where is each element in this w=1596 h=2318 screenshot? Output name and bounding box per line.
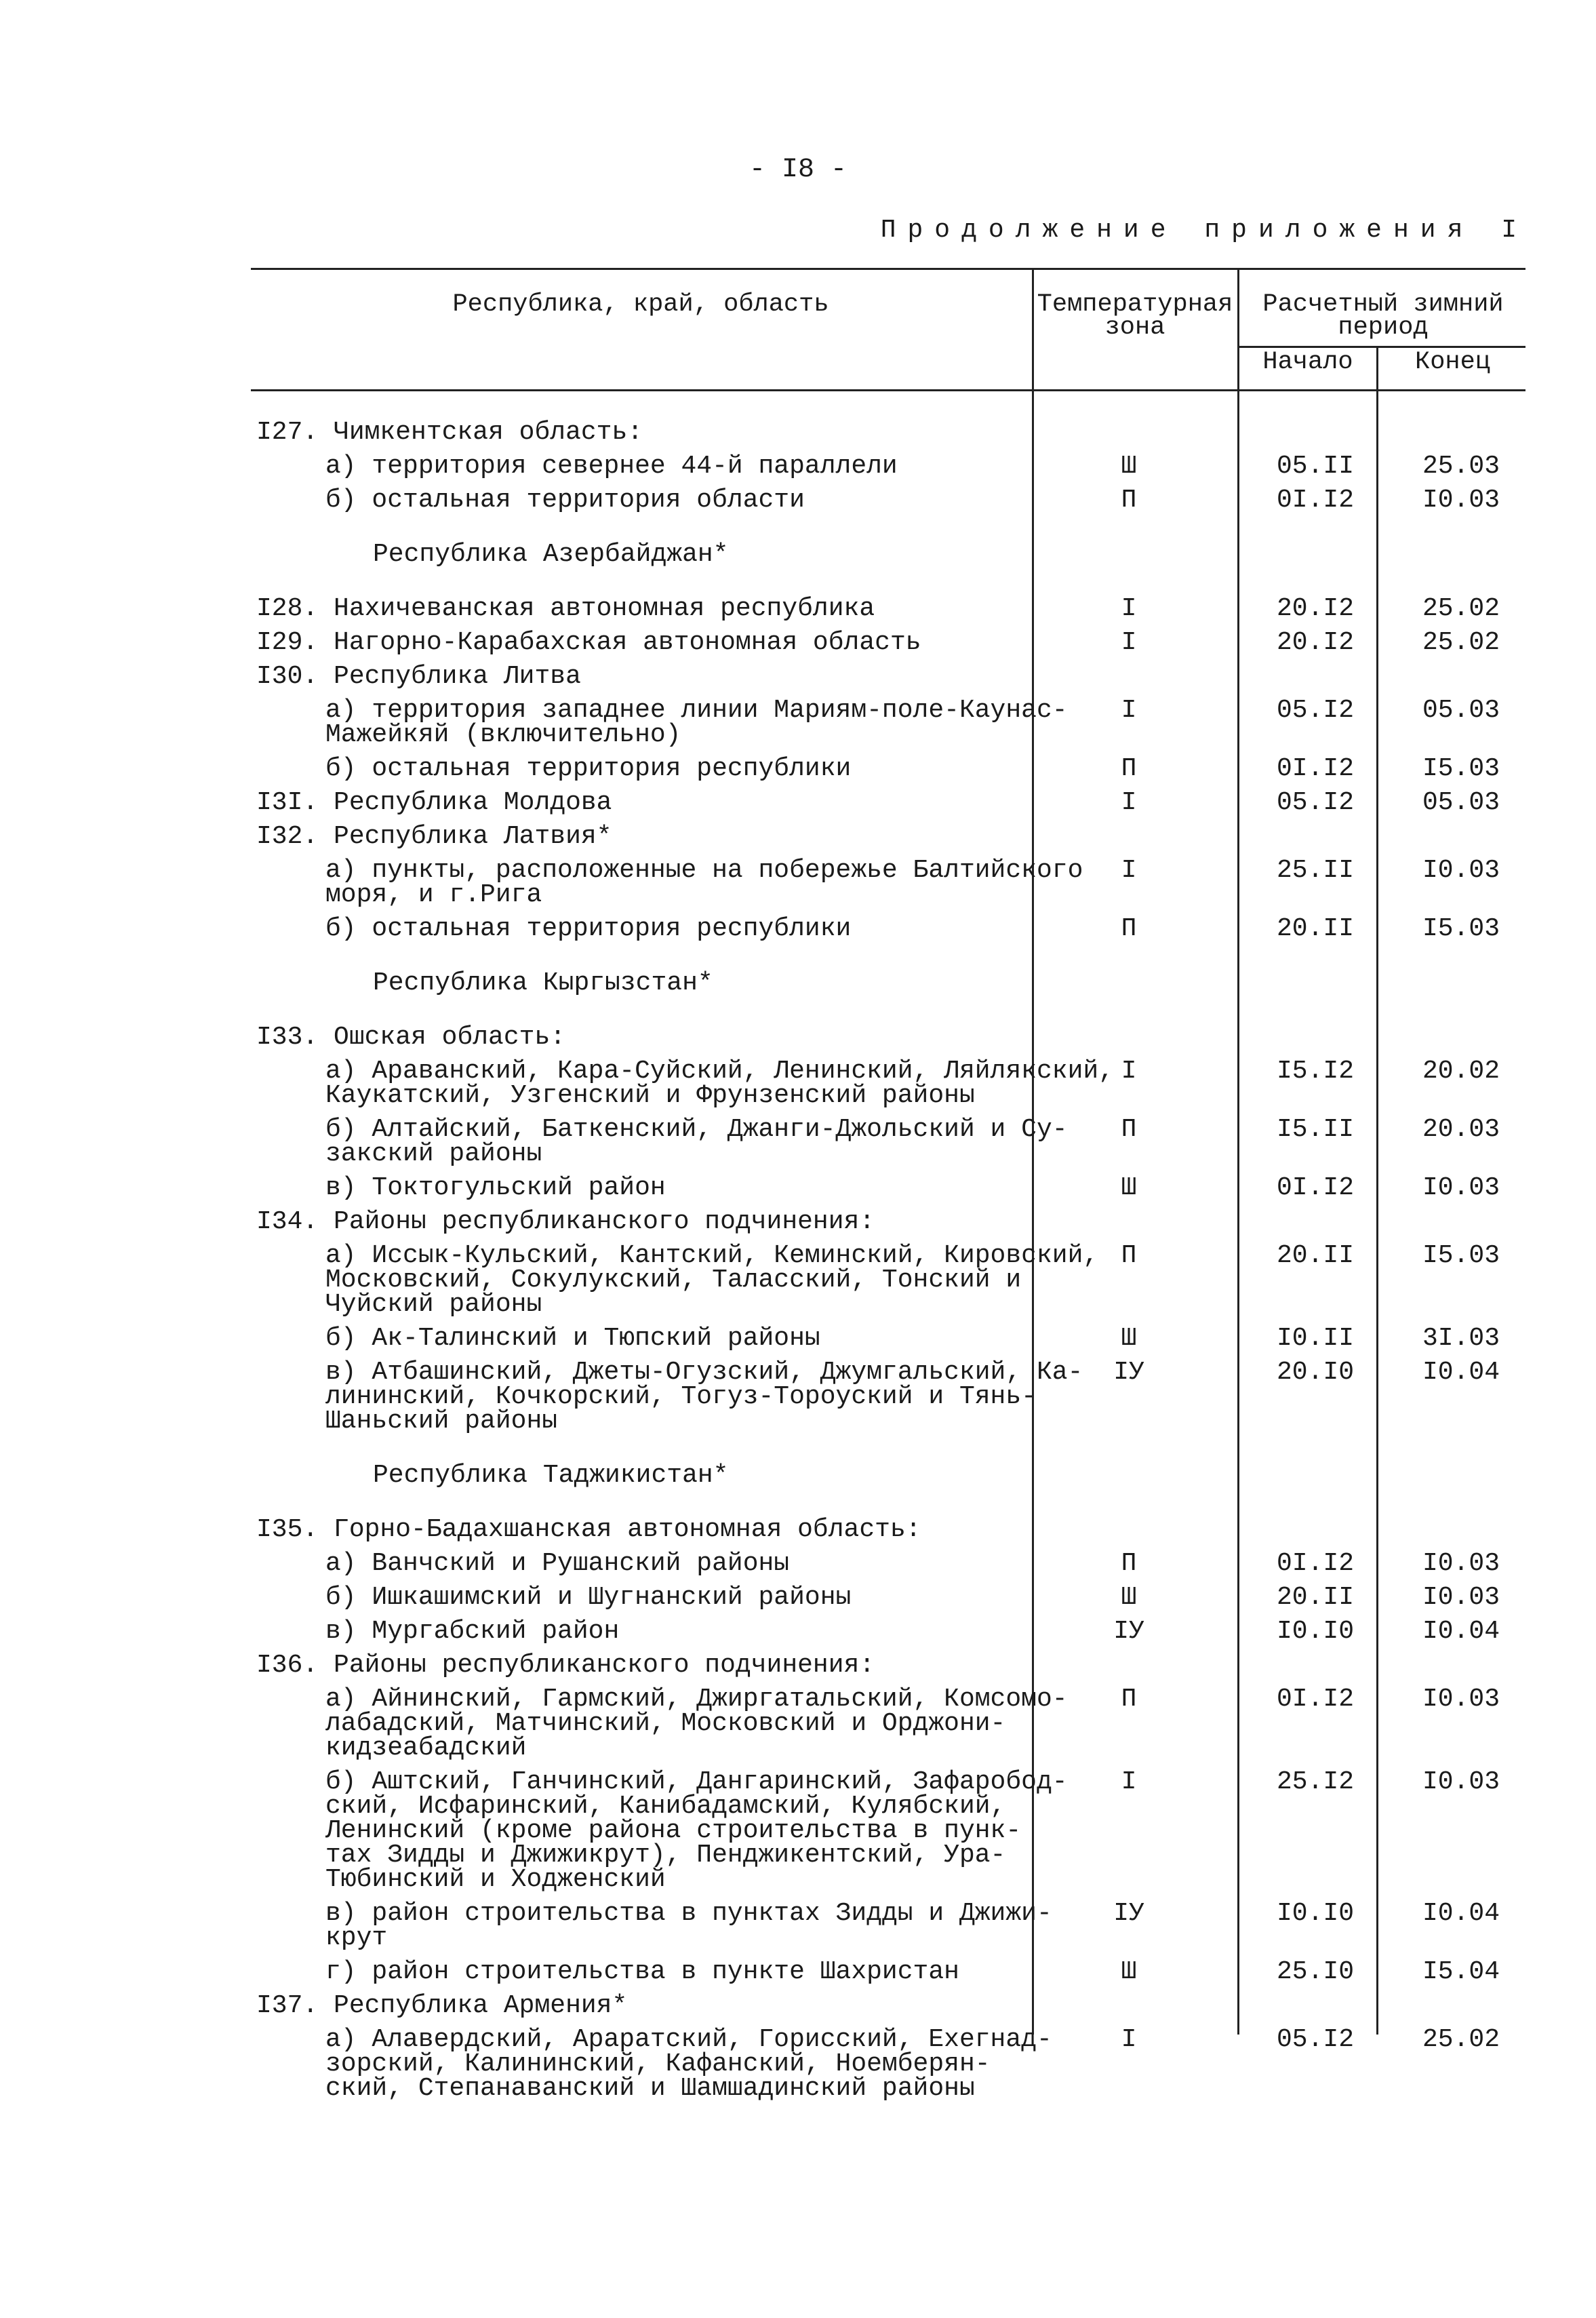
row-name: Республика Кыргызстан* xyxy=(373,968,713,998)
row-start: 20.I2 xyxy=(1276,594,1355,623)
row-start: 25.I2 xyxy=(1276,1767,1355,1796)
row-end: 25.03 xyxy=(1422,452,1500,481)
row-zone: I xyxy=(1121,628,1137,657)
row-name: Республика Таджикистан* xyxy=(373,1461,729,1490)
table-row xyxy=(0,1059,1596,1108)
row-end: I0.04 xyxy=(1422,1617,1500,1646)
row-start: 20.I0 xyxy=(1276,1358,1355,1387)
table-row xyxy=(0,1687,1596,1761)
table-row xyxy=(0,1461,1596,1490)
table-row xyxy=(0,1324,1596,1353)
row-end: I0.03 xyxy=(1422,1549,1500,1578)
row-zone: IУ xyxy=(1113,1617,1144,1646)
row-zone: П xyxy=(1121,1115,1137,1144)
row-name: а) пункты, расположенные на побережье Балтийского моря, и г.Рига xyxy=(325,856,1083,909)
table-row xyxy=(0,1957,1596,1986)
row-start: 0I.I2 xyxy=(1276,754,1355,783)
table-row xyxy=(0,2025,1596,2103)
table-row xyxy=(0,488,1596,513)
row-zone: IУ xyxy=(1113,1358,1144,1387)
row-end: 20.02 xyxy=(1422,1057,1500,1086)
row-name: г) район строительства в пункте Шахристан xyxy=(325,1957,959,1986)
row-zone: I xyxy=(1121,2025,1137,2054)
row-start: 20.II xyxy=(1276,1583,1355,1612)
table-row xyxy=(0,1360,1596,1434)
table-row xyxy=(0,1583,1596,1612)
table-row xyxy=(0,454,1596,479)
row-name: в) Мургабский район xyxy=(325,1617,620,1646)
row-start: I5.I2 xyxy=(1276,1057,1355,1086)
row-zone: Ш xyxy=(1121,1583,1137,1612)
row-end: I0.03 xyxy=(1422,856,1500,885)
header-zone: Температурная зона xyxy=(1037,290,1233,342)
row-start: 05.I2 xyxy=(1276,696,1355,725)
table-row xyxy=(0,856,1596,909)
row-zone: П xyxy=(1121,914,1137,943)
table-row xyxy=(0,662,1596,691)
header-bottom-rule xyxy=(251,389,1525,391)
row-start: 05.I2 xyxy=(1276,788,1355,817)
row-zone: IУ xyxy=(1113,1899,1144,1928)
row-end: I0.03 xyxy=(1422,1583,1500,1612)
row-name: а) Ванчский и Рушанский районы xyxy=(325,1549,790,1578)
row-start: I0.I0 xyxy=(1276,1899,1355,1928)
table-row xyxy=(0,1767,1596,1894)
row-end: 05.03 xyxy=(1422,788,1500,817)
table-row xyxy=(0,1549,1596,1578)
row-zone: I xyxy=(1121,856,1137,885)
row-name: а) Араванский, Кара-Суйский, Ленинский, Ляйлякский, Каукатский, Узгенский и Фрунзенский районы xyxy=(325,1057,1114,1110)
row-name: а) территория севернее 44-й параллели xyxy=(325,452,898,481)
continuation-caption: Продолжение приложения I xyxy=(880,216,1528,245)
row-name: б) Аштский, Ганчинский, Дангаринский, Зафаробод- ский, Исфаринский, Канибадамский, Кулябский, Ленинский (кроме района строительства в пунк- тах Зидды и Джижикрут), Пенджикентский, Ура- Тюбинский и Ходженский xyxy=(325,1767,1068,1894)
row-zone: Ш xyxy=(1121,1324,1137,1353)
row-start: 0I.I2 xyxy=(1276,1549,1355,1578)
row-end: 25.02 xyxy=(1422,628,1500,657)
table-row xyxy=(0,540,1596,569)
row-name: б) остальная территория республики xyxy=(325,754,852,783)
row-zone: Ш xyxy=(1121,1173,1137,1202)
row-zone: П xyxy=(1121,1549,1137,1578)
row-start: I0.I0 xyxy=(1276,1617,1355,1646)
page-number: - I8 - xyxy=(749,155,847,185)
row-zone: I xyxy=(1121,788,1137,817)
row-end: I0.03 xyxy=(1422,1767,1500,1796)
row-name: I29. Нагорно-Карабахская автономная область xyxy=(256,628,921,657)
row-name: а) территория западнее линии Мариям-поле-Каунас- Мажейкяй (включительно) xyxy=(325,696,1068,749)
header-period: Расчетный зимний период xyxy=(1262,290,1504,342)
row-name: в) район строительства в пунктах Зидды и Джижи- крут xyxy=(325,1899,1052,1952)
row-zone: П xyxy=(1121,486,1137,515)
table-row xyxy=(0,754,1596,783)
row-end: 25.02 xyxy=(1422,2025,1500,2054)
row-name: I3I. Республика Молдова xyxy=(256,788,612,817)
table-top-rule xyxy=(251,268,1525,270)
table-row xyxy=(0,822,1596,851)
row-name: I33. Ошская область: xyxy=(256,1023,566,1052)
table-row xyxy=(0,788,1596,817)
row-name: б) Алтайский, Баткенский, Джанги-Джольский и Су- закский районы xyxy=(325,1115,1068,1168)
row-name: б) остальная территория республики xyxy=(325,914,852,943)
row-start: 20.II xyxy=(1276,914,1355,943)
row-zone: I xyxy=(1121,696,1137,725)
row-start: 25.I0 xyxy=(1276,1957,1355,1986)
row-zone: П xyxy=(1121,1241,1137,1270)
row-zone: Ш xyxy=(1121,452,1137,481)
row-start: 05.II xyxy=(1276,452,1355,481)
row-end: I0.03 xyxy=(1422,1685,1500,1714)
row-name: I32. Республика Латвия* xyxy=(256,822,612,851)
row-name: б) Ак-Талинский и Тюпский районы xyxy=(325,1324,820,1353)
row-name: а) Иссык-Кульский, Кантский, Кеминский, Кировский, Московский, Сокулукский, Таласский, Тонский и Чуйский районы xyxy=(325,1241,1099,1319)
table-row xyxy=(0,1173,1596,1202)
table-row xyxy=(0,594,1596,623)
table-row xyxy=(0,1241,1596,1319)
row-end: I0.04 xyxy=(1422,1358,1500,1387)
row-name: Республика Азербайджан* xyxy=(373,540,729,569)
table-row xyxy=(0,1025,1596,1050)
table-row xyxy=(0,1653,1596,1678)
row-name: I34. Районы республиканского подчинения: xyxy=(256,1207,875,1236)
row-name: I35. Горно-Бадахшанская автономная область: xyxy=(256,1515,921,1544)
row-name: б) остальная территория области xyxy=(325,486,805,515)
table-row xyxy=(0,628,1596,657)
header-start: Начало xyxy=(1262,348,1353,376)
header-end: Конец xyxy=(1414,348,1491,376)
row-end: 3I.03 xyxy=(1422,1324,1500,1353)
row-zone: Ш xyxy=(1121,1957,1137,1986)
row-end: I0.03 xyxy=(1422,486,1500,515)
row-zone: I xyxy=(1121,594,1137,623)
table-row xyxy=(0,1115,1596,1168)
row-name: в) Атбашинский, Джеты-Огузский, Джумгальский, Ка- лининский, Кочкорский, Тогуз-Тороуский и Тянь- Шаньский районы xyxy=(325,1358,1083,1436)
row-end: I5.03 xyxy=(1422,914,1500,943)
table-row xyxy=(0,968,1596,998)
table-row xyxy=(0,914,1596,943)
row-end: I5.03 xyxy=(1422,754,1500,783)
row-end: I5.03 xyxy=(1422,1241,1500,1270)
row-start: I5.II xyxy=(1276,1115,1355,1144)
row-name: б) Ишкашимский и Шугнанский районы xyxy=(325,1583,852,1612)
row-name: I28. Нахичеванская автономная республика xyxy=(256,594,875,623)
row-name: I37. Республика Армения* xyxy=(256,1991,628,2020)
header-region: Республика, край, область xyxy=(452,290,829,319)
row-start: 0I.I2 xyxy=(1276,1685,1355,1714)
row-zone: I xyxy=(1121,1057,1137,1086)
row-start: 20.I2 xyxy=(1276,628,1355,657)
table-row xyxy=(0,696,1596,749)
table-row xyxy=(0,1515,1596,1544)
table-row xyxy=(0,1619,1596,1644)
row-end: 20.03 xyxy=(1422,1115,1500,1144)
table-row xyxy=(0,1207,1596,1236)
row-start: 0I.I2 xyxy=(1276,486,1355,515)
table-row xyxy=(0,1899,1596,1952)
row-end: I0.03 xyxy=(1422,1173,1500,1202)
row-start: 0I.I2 xyxy=(1276,1173,1355,1202)
row-name: I36. Районы республиканского подчинения: xyxy=(256,1651,875,1680)
row-end: 25.02 xyxy=(1422,594,1500,623)
row-zone: I xyxy=(1121,1767,1137,1796)
row-end: I5.04 xyxy=(1422,1957,1500,1986)
row-zone: П xyxy=(1121,754,1137,783)
row-name: I27. Чимкентская область: xyxy=(256,418,643,447)
row-name: а) Айнинский, Гармский, Джиргатальский, Комсомо- лабадский, Матчинский, Московский и Орджони- кидзеабадский xyxy=(325,1685,1068,1763)
row-start: 25.II xyxy=(1276,856,1355,885)
row-start: I0.II xyxy=(1276,1324,1355,1353)
row-zone: П xyxy=(1121,1685,1137,1714)
table-row xyxy=(0,420,1596,445)
row-end: I0.04 xyxy=(1422,1899,1500,1928)
row-name: а) Алавердский, Араратский, Горисский, Ехегнад- зорский, Калининский, Кафанский, Ноемберян- ский, Степанаванский и Шамшадинский районы xyxy=(325,2025,1052,2103)
table-row xyxy=(0,1991,1596,2020)
row-start: 20.II xyxy=(1276,1241,1355,1270)
row-name: в) Токтогульский район xyxy=(325,1173,666,1202)
row-name: I30. Республика Литва xyxy=(256,662,581,691)
row-start: 05.I2 xyxy=(1276,2025,1355,2054)
row-end: 05.03 xyxy=(1422,696,1500,725)
